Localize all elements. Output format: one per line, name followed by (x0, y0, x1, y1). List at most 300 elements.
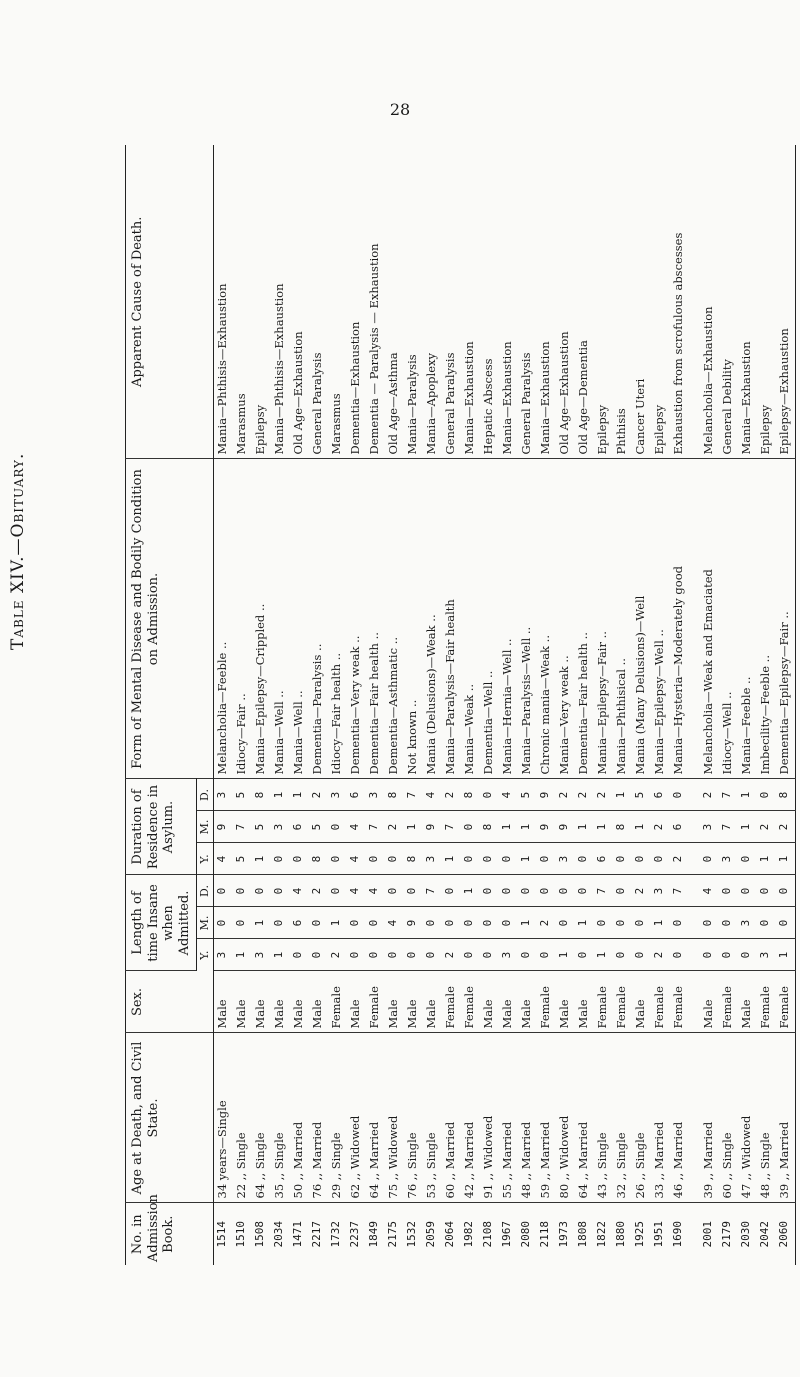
cell-ly: 2 (328, 939, 347, 971)
cell-form: Mania—Paralysis—Well .. (518, 459, 537, 779)
cell-no: 2108 (480, 1221, 494, 1248)
cell-cause: Mania—Phthisis—Exhaustion (213, 145, 233, 459)
cell-dd: 6 (651, 779, 670, 811)
cell-ld: 0 (556, 875, 575, 907)
cell-dy: 3 (423, 843, 442, 875)
cell-no: 2064 (442, 1221, 456, 1248)
cell-age: 62 ,, Widowed (347, 1033, 366, 1203)
cell-dd: 2 (442, 779, 461, 811)
cell-ld: 4 (366, 875, 385, 907)
cell-dy: 0 (461, 843, 480, 875)
cell-dy: 1 (442, 843, 461, 875)
table-row (366, 145, 385, 1265)
cell-form: Not known .. (404, 459, 423, 779)
cell-dd: 2 (575, 779, 594, 811)
cell-lm: 0 (347, 907, 366, 939)
cell-sex: Male (385, 971, 404, 1033)
cell-lm: 0 (271, 907, 290, 939)
cell-sex: Male (252, 971, 271, 1033)
cell-cause: Epilepsy (651, 145, 670, 459)
cell-dd: 9 (537, 779, 556, 811)
cell-ly: 0 (518, 939, 537, 971)
cell-form: Mania—Feeble .. (738, 459, 757, 779)
cell-lm: 0 (670, 907, 689, 939)
cell-age: 91 ,, Widowed (480, 1033, 499, 1203)
cell-lm: 0 (309, 907, 328, 939)
cell-ly: 0 (613, 939, 632, 971)
cell-form: Mania—Paralysis—Fair health (442, 459, 461, 779)
cell-dd: 5 (518, 779, 537, 811)
cell-cause: Marasmus (328, 145, 347, 459)
cell-lm: 1 (518, 907, 537, 939)
cell-lm: 3 (738, 907, 757, 939)
cell-dd: 5 (233, 779, 252, 811)
cell-ld: 0 (404, 875, 423, 907)
cell-sex: Male (480, 971, 499, 1033)
cell-ld: 7 (423, 875, 442, 907)
cell-age: 26 ,, Single (632, 1033, 651, 1203)
cell-ld: 0 (213, 875, 233, 907)
cell-age: 48 ,, Married (518, 1033, 537, 1203)
cell-dd: 2 (556, 779, 575, 811)
table-row (700, 145, 719, 1265)
cell-age: 35 ,, Single (271, 1033, 290, 1203)
cell-age: 76 ,, Single (404, 1033, 423, 1203)
cell-lm: 1 (252, 907, 271, 939)
table-row (271, 145, 290, 1265)
cell-no: 1732 (328, 1221, 342, 1248)
cell-form: Chronic mania—Weak .. (537, 459, 556, 779)
cell-dy: 0 (632, 843, 651, 875)
cell-age: 64 ,, Married (366, 1033, 385, 1203)
header-duration: Duration of Residence in Asylum. (126, 779, 197, 875)
cell-cause: Old Age—Exhaustion (556, 145, 575, 459)
cell-dy: 0 (651, 843, 670, 875)
cell-dd: 2 (594, 779, 613, 811)
cell-age: 43 ,, Single (594, 1033, 613, 1203)
cell-sex: Male (213, 971, 233, 1033)
cell-dy: 1 (252, 843, 271, 875)
cell-ld: 7 (594, 875, 613, 907)
cell-sex: Male (404, 971, 423, 1033)
cell-cause: Phthisis (613, 145, 632, 459)
cell-age: 39 ,, Married (700, 1033, 719, 1203)
cell-ld: 0 (738, 875, 757, 907)
cell-dy: 2 (670, 843, 689, 875)
cell-dm: 7 (442, 811, 461, 843)
cell-cause: Cancer Uteri (632, 145, 651, 459)
cell-dd: 3 (213, 779, 233, 811)
cell-dd: 4 (499, 779, 518, 811)
cell-lm: 0 (461, 907, 480, 939)
cell-age: 64 ,, Single (252, 1033, 271, 1203)
cell-no: 2080 (518, 1221, 532, 1248)
cell-ld: 4 (347, 875, 366, 907)
cell-dm: 7 (366, 811, 385, 843)
table-row (776, 145, 796, 1265)
cell-cause: General Paralysis (309, 145, 328, 459)
table-row (757, 145, 776, 1265)
header-length-months: M. (197, 907, 213, 939)
cell-cause: Epilepsy (757, 145, 776, 459)
cell-no: 1471 (290, 1221, 304, 1248)
cell-form: Dementia—Fair health .. (575, 459, 594, 779)
cell-dy: 0 (290, 843, 309, 875)
cell-age: 50 ,, Married (290, 1033, 309, 1203)
cell-dd: 1 (613, 779, 632, 811)
cell-lm: 0 (556, 907, 575, 939)
cell-sex: Male (347, 971, 366, 1033)
cell-ld: 0 (480, 875, 499, 907)
cell-no: 2060 (776, 1221, 790, 1248)
cell-sex: Female (670, 971, 689, 1033)
cell-dm: 4 (347, 811, 366, 843)
cell-no: 1808 (575, 1221, 589, 1248)
table-body (213, 145, 795, 1265)
cell-cause: Dementia—Exhaustion (347, 145, 366, 459)
cell-ly: 1 (556, 939, 575, 971)
cell-ly: 3 (757, 939, 776, 971)
cell-cause: Mania—Exhaustion (738, 145, 757, 459)
cell-cause: Old Age—Dementia (575, 145, 594, 459)
cell-ld: 0 (518, 875, 537, 907)
row-spacer (689, 145, 700, 1265)
cell-dy: 8 (309, 843, 328, 875)
table-row (252, 145, 271, 1265)
cell-dd: 4 (423, 779, 442, 811)
cell-dy: 0 (537, 843, 556, 875)
cell-dm: 6 (670, 811, 689, 843)
cell-cause: Dementia — Paralysis — Exhaustion (366, 145, 385, 459)
cell-sex: Female (461, 971, 480, 1033)
cell-dd: 7 (719, 779, 738, 811)
cell-dd: 3 (366, 779, 385, 811)
cell-dm: 8 (613, 811, 632, 843)
cell-no: 1925 (632, 1221, 646, 1248)
table-row (651, 145, 670, 1265)
cell-no: 1690 (670, 1221, 684, 1248)
cell-no: 1514 (214, 1221, 228, 1248)
cell-dm: 2 (757, 811, 776, 843)
cell-ld: 0 (252, 875, 271, 907)
cell-no: 1532 (404, 1221, 418, 1248)
cell-no: 2001 (700, 1221, 714, 1248)
cell-cause: Exhaustion from scrofulous abscesses (670, 145, 689, 459)
table-row (213, 145, 233, 1265)
cell-ly: 0 (537, 939, 556, 971)
cell-dm: 9 (213, 811, 233, 843)
cell-ly: 0 (700, 939, 719, 971)
cell-lm: 0 (757, 907, 776, 939)
cell-dd: 1 (738, 779, 757, 811)
cell-ly: 3 (499, 939, 518, 971)
table-row (518, 145, 537, 1265)
cell-sex: Female (719, 971, 738, 1033)
cell-lm: 2 (537, 907, 556, 939)
table-row (347, 145, 366, 1265)
cell-lm: 0 (613, 907, 632, 939)
cell-ly: 0 (670, 939, 689, 971)
cell-dd: 2 (700, 779, 719, 811)
cell-cause: General Paralysis (442, 145, 461, 459)
cell-dm: 5 (252, 811, 271, 843)
cell-no: 2034 (271, 1221, 285, 1248)
cell-ld: 2 (309, 875, 328, 907)
header-form: Form of Mental Disease and Bodily Condition on Admission. (126, 459, 214, 779)
cell-no: 2237 (347, 1221, 361, 1248)
cell-lm: 0 (499, 907, 518, 939)
cell-ly: 1 (233, 939, 252, 971)
cell-ld: 0 (613, 875, 632, 907)
cell-dm: 1 (518, 811, 537, 843)
cell-ld: 7 (670, 875, 689, 907)
cell-dy: 0 (480, 843, 499, 875)
cell-ly: 0 (738, 939, 757, 971)
cell-form: Mania—Hernia—Well .. (499, 459, 518, 779)
cell-sex: Male (575, 971, 594, 1033)
cell-ld: 0 (385, 875, 404, 907)
cell-dm: 7 (719, 811, 738, 843)
cell-form: Mania—Epilepsy—Fair .. (594, 459, 613, 779)
header-sex: Sex. (126, 971, 214, 1033)
cell-sex: Female (594, 971, 613, 1033)
cell-age: 53 ,, Single (423, 1033, 442, 1203)
cell-ly: 0 (461, 939, 480, 971)
cell-sex: Male (499, 971, 518, 1033)
cell-ly: 1 (271, 939, 290, 971)
header-duration-months: M. (197, 811, 213, 843)
cell-dy: 4 (347, 843, 366, 875)
cell-cause: Epilepsy (252, 145, 271, 459)
table-row (461, 145, 480, 1265)
cell-form: Mania—Phthisical .. (613, 459, 632, 779)
cell-dy: 1 (776, 843, 796, 875)
cell-sex: Male (309, 971, 328, 1033)
table-row (328, 145, 347, 1265)
cell-age: 22 ,, Single (233, 1033, 252, 1203)
cell-ly: 0 (719, 939, 738, 971)
header-age: Age at Death, and Civil State. (126, 1033, 214, 1203)
cell-dy: 0 (499, 843, 518, 875)
cell-ld: 0 (575, 875, 594, 907)
cell-lm: 0 (366, 907, 385, 939)
table-row (499, 145, 518, 1265)
cell-no: 2030 (738, 1221, 752, 1248)
cell-sex: Female (776, 971, 796, 1033)
cell-ld: 0 (537, 875, 556, 907)
cell-dd: 0 (670, 779, 689, 811)
cell-age: 48 ,, Single (757, 1033, 776, 1203)
cell-no: 2059 (423, 1221, 437, 1248)
table-row (594, 145, 613, 1265)
cell-ly: 0 (385, 939, 404, 971)
cell-form: Melancholia—Weak and Emaciated (700, 459, 719, 779)
cell-dd: 1 (271, 779, 290, 811)
cell-dm: 1 (404, 811, 423, 843)
table-row (575, 145, 594, 1265)
cell-ld: 3 (651, 875, 670, 907)
table-row (442, 145, 461, 1265)
cell-dm: 1 (499, 811, 518, 843)
cell-lm: 0 (594, 907, 613, 939)
cell-lm: 1 (651, 907, 670, 939)
cell-age: 47 ,, Widowed (738, 1033, 757, 1203)
obituary-table-wrapper (125, 145, 791, 1265)
cell-cause: General Debility (719, 145, 738, 459)
cell-no: 1508 (252, 1221, 266, 1248)
cell-sex: Male (632, 971, 651, 1033)
cell-no: 1973 (556, 1221, 570, 1248)
cell-sex: Male (290, 971, 309, 1033)
header-cause: Apparent Cause of Death. (126, 145, 214, 459)
cell-sex: Male (518, 971, 537, 1033)
cell-form: Idiocy—Fair .. (233, 459, 252, 779)
cell-dm: 9 (537, 811, 556, 843)
cell-dd: 8 (776, 779, 796, 811)
cell-dd: 0 (480, 779, 499, 811)
cell-no: 2217 (309, 1221, 323, 1248)
cell-cause: Marasmus (233, 145, 252, 459)
cell-dy: 0 (700, 843, 719, 875)
table-row (480, 145, 499, 1265)
cell-dm: 8 (480, 811, 499, 843)
cell-dd: 1 (290, 779, 309, 811)
cell-ly: 0 (480, 939, 499, 971)
cell-lm: 0 (632, 907, 651, 939)
cell-dm: 2 (385, 811, 404, 843)
table-row (233, 145, 252, 1265)
table-row (309, 145, 328, 1265)
cell-dd: 8 (385, 779, 404, 811)
cell-dm: 0 (328, 811, 347, 843)
cell-no: 1849 (366, 1221, 380, 1248)
cell-dy: 1 (518, 843, 537, 875)
cell-no: 1951 (651, 1221, 665, 1248)
cell-ly: 3 (213, 939, 233, 971)
cell-sex: Female (613, 971, 632, 1033)
cell-dm: 0 (461, 811, 480, 843)
table-row (738, 145, 757, 1265)
cell-form: Melancholia—Feeble .. (213, 459, 233, 779)
cell-ld: 0 (271, 875, 290, 907)
cell-dm: 6 (290, 811, 309, 843)
cell-no: 2042 (757, 1221, 771, 1248)
cell-lm: 0 (233, 907, 252, 939)
cell-no: 2118 (537, 1221, 551, 1248)
cell-no: 1967 (499, 1221, 513, 1248)
cell-form: Mania—Epilepsy—Well .. (651, 459, 670, 779)
cell-dy: 1 (757, 843, 776, 875)
cell-dm: 5 (309, 811, 328, 843)
cell-ld: 0 (499, 875, 518, 907)
cell-ld: 4 (700, 875, 719, 907)
cell-cause: Mania—Phthisis—Exhaustion (271, 145, 290, 459)
cell-age: 75 ,, Widowed (385, 1033, 404, 1203)
cell-dy: 5 (233, 843, 252, 875)
cell-sex: Male (233, 971, 252, 1033)
cell-dy: 4 (213, 843, 233, 875)
table-title: Table XIV.—Obituary. (8, 452, 28, 650)
cell-form: Idiocy—Well .. (719, 459, 738, 779)
cell-form: Mania—Well .. (290, 459, 309, 779)
cell-dy: 3 (719, 843, 738, 875)
cell-form: Imbecility—Feeble .. (757, 459, 776, 779)
cell-no: 2179 (719, 1221, 733, 1248)
cell-sex: Female (651, 971, 670, 1033)
obituary-table (125, 145, 796, 1265)
cell-dm: 9 (423, 811, 442, 843)
table-row (537, 145, 556, 1265)
cell-age: 29 ,, Single (328, 1033, 347, 1203)
cell-sex: Female (442, 971, 461, 1033)
cell-lm: 0 (776, 907, 796, 939)
cell-dm: 3 (271, 811, 290, 843)
cell-ly: 0 (404, 939, 423, 971)
cell-form: Mania—Epilepsy—Crippled .. (252, 459, 271, 779)
cell-sex: Female (757, 971, 776, 1033)
cell-ld: 0 (757, 875, 776, 907)
cell-form: Mania (Delusions)—Weak .. (423, 459, 442, 779)
cell-dy: 8 (404, 843, 423, 875)
cell-age: 39 ,, Married (776, 1033, 796, 1203)
cell-ld: 4 (290, 875, 309, 907)
cell-no: 1880 (613, 1221, 627, 1248)
header-length: Length of time Insane when Admitted. (126, 875, 197, 971)
cell-form: Idiocy—Fair health .. (328, 459, 347, 779)
cell-ly: 0 (290, 939, 309, 971)
cell-lm: 0 (442, 907, 461, 939)
cell-lm: 9 (404, 907, 423, 939)
cell-dy: 0 (385, 843, 404, 875)
cell-form: Dementia—Asthmatic .. (385, 459, 404, 779)
cell-dm: 3 (700, 811, 719, 843)
cell-cause: Mania—Apoplexy (423, 145, 442, 459)
cell-lm: 0 (719, 907, 738, 939)
cell-sex: Female (537, 971, 556, 1033)
cell-dy: 0 (738, 843, 757, 875)
cell-ly: 1 (776, 939, 796, 971)
cell-age: 60 ,, Single (719, 1033, 738, 1203)
cell-ly: 0 (366, 939, 385, 971)
table-row (719, 145, 738, 1265)
table-row (670, 145, 689, 1265)
table-row (556, 145, 575, 1265)
cell-age: 76 ,, Married (309, 1033, 328, 1203)
cell-dy: 0 (575, 843, 594, 875)
cell-ly: 0 (575, 939, 594, 971)
cell-dy: 3 (556, 843, 575, 875)
header-length-years: Y. (197, 939, 213, 971)
cell-cause: Old Age—Exhaustion (290, 145, 309, 459)
cell-ly: 2 (442, 939, 461, 971)
cell-dm: 7 (233, 811, 252, 843)
header-no: No. in Admission Book. (126, 1203, 214, 1265)
cell-ly: 2 (651, 939, 670, 971)
table-row (385, 145, 404, 1265)
cell-cause: Melancholia—Exhaustion (700, 145, 719, 459)
table-row (404, 145, 423, 1265)
cell-dy: 0 (271, 843, 290, 875)
cell-no: 1510 (233, 1221, 247, 1248)
cell-lm: 4 (385, 907, 404, 939)
cell-dd: 5 (632, 779, 651, 811)
cell-form: Mania—Very weak .. (556, 459, 575, 779)
cell-ld: 0 (776, 875, 796, 907)
cell-lm: 0 (480, 907, 499, 939)
cell-lm: 0 (213, 907, 233, 939)
cell-form: Dementia—Well .. (480, 459, 499, 779)
cell-age: 60 ,, Married (442, 1033, 461, 1203)
